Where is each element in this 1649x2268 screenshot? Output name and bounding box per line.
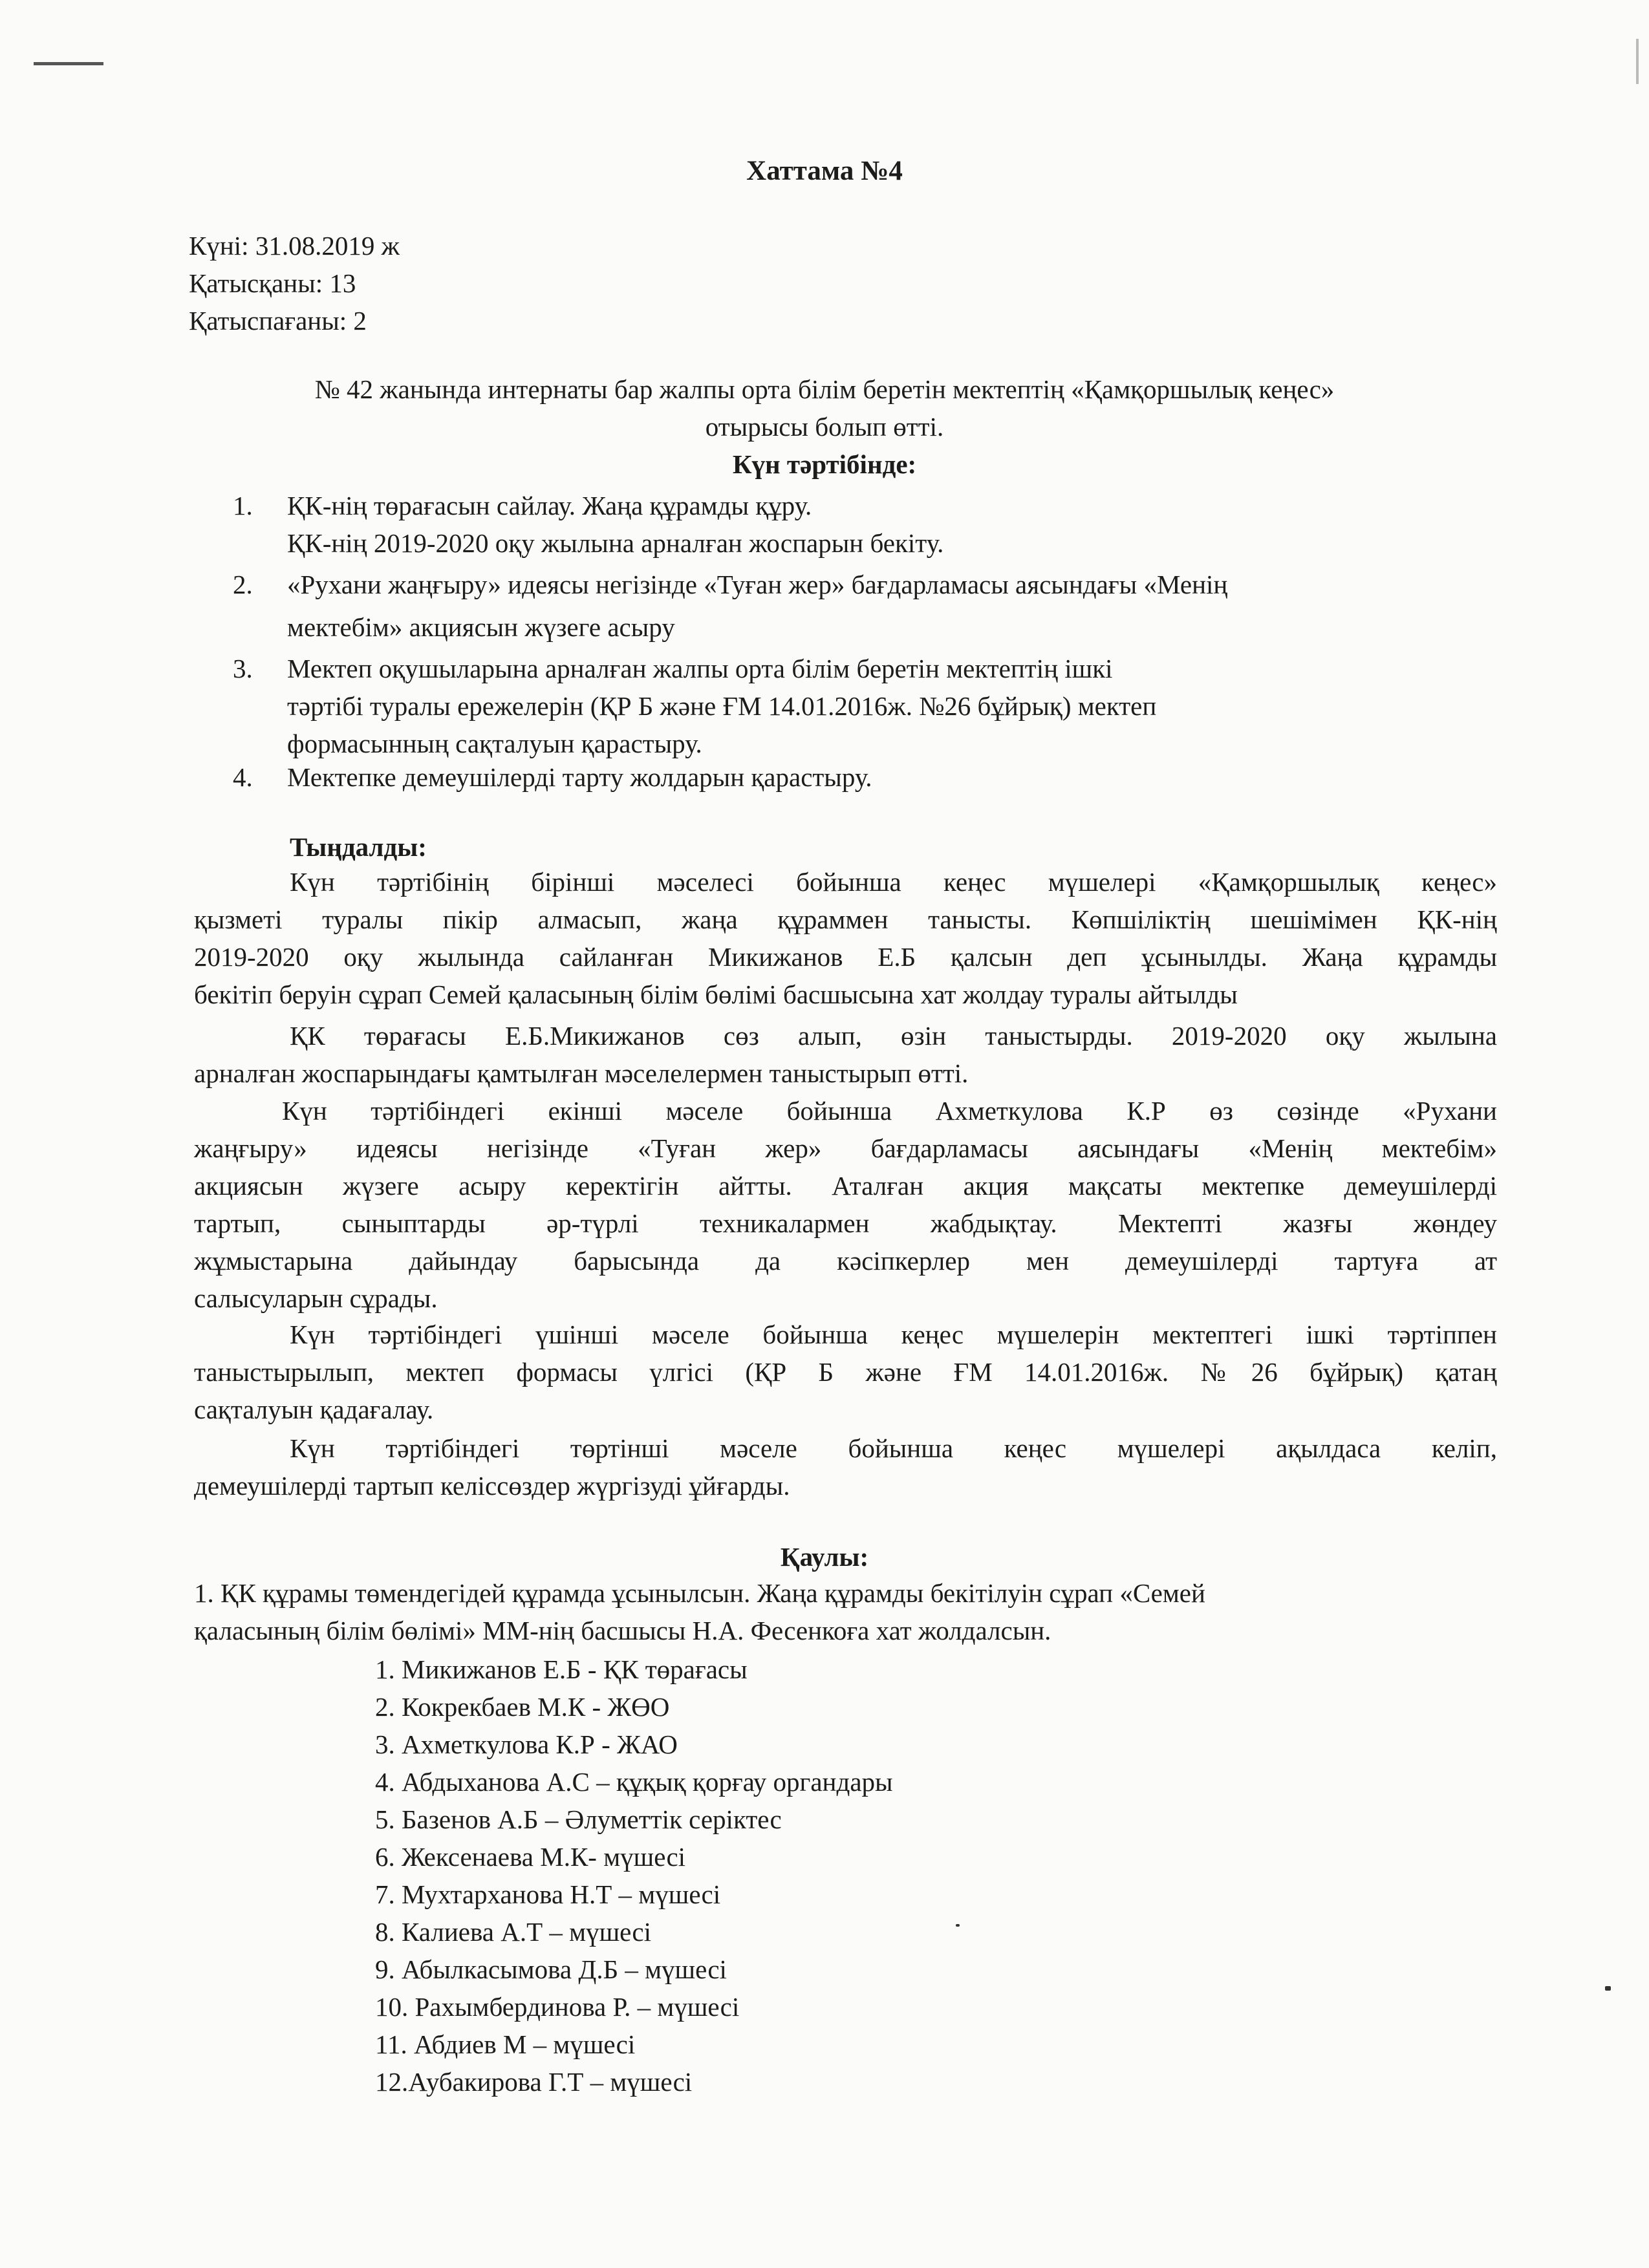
scan-mark <box>34 62 103 65</box>
decision-line: 1. ҚК құрамы төмендегідей құрамда ұсынылсын. Жаңа құрамды бекітілуін сұрап «Семей <box>194 1578 1205 1608</box>
paragraph-line: ҚК төрағасы Е.Б.Микижанов сөз алып, өзін таныстырды. 2019-2020 оқу жылына <box>290 1021 1497 1051</box>
heard-heading: Тыңдалды: <box>290 832 427 862</box>
member-item: 10. Рахымбердинова Р. – мүшесі <box>375 1992 740 2022</box>
agenda-text: Мектепке демеушілерді тарту жолдарын қарастыру. <box>287 762 872 792</box>
agenda-text: Мектеп оқушыларына арналған жалпы орта білім беретін мектептің ішкі <box>287 654 1113 683</box>
member-item: 6. Жексенаева М.К- мүшесі <box>375 1842 686 1872</box>
paragraph-line: бекітіп беруін сұрап Семей қаласының білім бөлімі басшысына хат жолдау туралы айтылды <box>194 979 1238 1009</box>
member-item: 12.Аубакирова Г.Т – мүшесі <box>375 2067 693 2097</box>
member-item: 3. Ахметкулова К.Р - ЖАО <box>375 1729 678 1759</box>
paragraph-line: таныстырылып, мектеп формасы үлгісі (ҚР Б және ҒМ 14.01.2016ж. №26 бұйрық) қатаң <box>194 1357 1497 1387</box>
agenda-number: 1. <box>233 491 253 520</box>
scan-dot <box>1605 1986 1611 1991</box>
agenda-number: 4. <box>233 762 253 792</box>
paragraph-line: арналған жоспарындағы қамтылған мәселелермен таныстырып өтті. <box>194 1058 969 1088</box>
agenda-text: ҚК-нің 2019-2020 оқу жылына арналған жоспарын бекіту. <box>287 528 944 558</box>
paragraph-line: 2019-2020 оқу жылында сайланған Микижанов Е.Б қалсын деп ұсынылды. Жаңа құрамды <box>194 942 1497 972</box>
paragraph-line: жұмыстарына дайындау барысында да кәсіпкерлер мен демеушілерді тартуға ат <box>194 1246 1497 1276</box>
paragraph-line: Күн тәртібінің бірінші мәселесі бойынша кеңес мүшелері «Қамқоршылық кеңес» <box>290 867 1497 897</box>
paragraph-line: Күн тәртібіндегі үшінші мәселе бойынша кеңес мүшелерін мектептегі ішкі тәртіппен <box>290 1320 1497 1349</box>
decision-heading: Қаулы: <box>780 1542 869 1572</box>
meta-date: Күні: 31.08.2019 ж <box>189 231 400 261</box>
decision-line: қаласының білім бөлімі» ММ-нің басшысы Н.А. Фесенкоға хат жолдалсын. <box>194 1616 1051 1645</box>
paragraph-line: Күн тәртібіндегі екінші мәселе бойынша Ахметкулова К.Р өз сөзінде «Рухани <box>282 1096 1497 1126</box>
agenda-text: формасынның сақталуын қарастыру. <box>287 729 702 758</box>
agenda-text: мектебім» акциясын жүзеге асыру <box>287 612 675 642</box>
paragraph-line: сақталуын қадағалау. <box>194 1395 434 1424</box>
scan-dot <box>956 1924 960 1927</box>
agenda-heading: Күн тәртібінде: <box>732 449 917 479</box>
paragraph-line: қызметі туралы пікір алмасып, жаңа құраммен танысты. Көпшіліктің шешімімен ҚК-нің <box>194 904 1497 934</box>
meta-absent: Қатыспағаны: 2 <box>189 306 367 336</box>
meta-attended: Қатысқаны: 13 <box>189 268 356 298</box>
paragraph-line: Күн тәртібіндегі төртінші мәселе бойынша кеңес мүшелері ақылдаса келіп, <box>290 1433 1497 1463</box>
member-item: 11. Абдиев М – мүшесі <box>375 2029 636 2059</box>
member-item: 5. Базенов А.Б – Әлуметтік серіктес <box>375 1804 782 1834</box>
agenda-text: тәртібі туралы ережелерін (ҚР Б және ҒМ 14.01.2016ж. №26 бұйрық) мектеп <box>287 691 1157 721</box>
scan-edge-mark <box>1636 39 1639 84</box>
paragraph-line: жаңғыру» идеясы негізінде «Туған жер» бағдарламасы аясындағы «Менің мектебім» <box>194 1133 1497 1163</box>
member-item: 9. Абылкасымова Д.Б – мүшесі <box>375 1954 727 1984</box>
member-item: 4. Абдыханова А.С – құқық қорғау органдары <box>375 1767 893 1797</box>
paragraph-line: салысуларын сұрады. <box>194 1283 438 1313</box>
member-item: 2. Кокрекбаев М.К - ЖӨО <box>375 1692 670 1722</box>
member-item: 8. Калиева А.Т – мүшесі <box>375 1917 651 1947</box>
agenda-text: ҚК-нің төрағасын сайлау. Жаңа құрамды құру. <box>287 491 812 520</box>
paragraph-line: акциясын жүзеге асыру керектігін айтты. Аталған акция мақсаты мектепке демеушілерді <box>194 1171 1497 1201</box>
document-title: Хаттама №4 <box>746 156 903 186</box>
agenda-text: «Рухани жаңғыру» идеясы негізінде «Туған жер» бағдарламасы аясындағы «Менің <box>287 570 1228 599</box>
member-item: 1. Микижанов Е.Б - ҚК төрағасы <box>375 1654 748 1684</box>
agenda-number: 3. <box>233 654 253 683</box>
paragraph-line: демеушілерді тартып келіссөздер жүргізуді ұйғарды. <box>194 1471 790 1501</box>
intro-line: отырысы болып өтті. <box>705 412 944 442</box>
member-item: 7. Мухтарханова Н.Т – мүшесі <box>375 1879 721 1909</box>
agenda-number: 2. <box>233 570 253 599</box>
paragraph-line: тартып, сыныптарды әр-түрлі техникалармен жабдықтау. Мектепті жазғы жөндеу <box>194 1208 1497 1238</box>
intro-line: № 42 жанында интернаты бар жалпы орта білім беретін мектептің «Қамқоршылық кеңес» <box>314 374 1335 404</box>
